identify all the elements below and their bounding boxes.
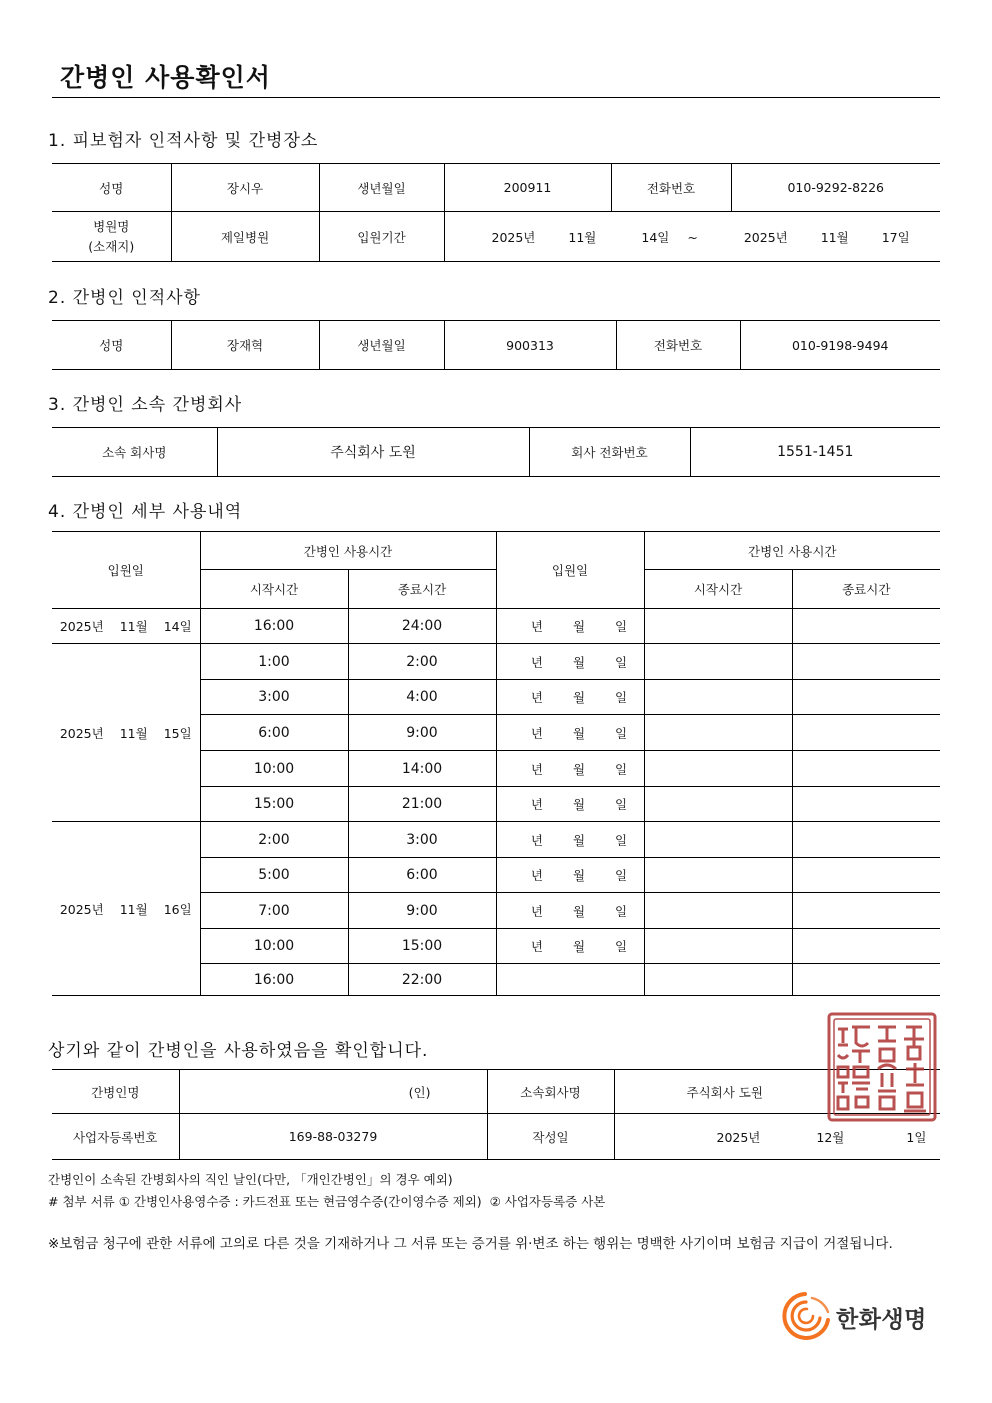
caregiver-name-label: 성명: [52, 321, 171, 370]
period-tilde: ~: [687, 229, 698, 245]
period-start-day: 14일: [641, 229, 670, 245]
usage-start-time: 1:00: [200, 644, 348, 680]
write-date-month: 12월: [816, 1129, 845, 1145]
usage-end-time: 15:00: [348, 929, 496, 964]
insured-birth: 200911: [444, 164, 611, 212]
hospital-sublabel: (소재지): [88, 238, 135, 254]
section-2-heading: 2. 간병인 인적사항: [48, 288, 201, 308]
caregiver-phone: 010-9198-9494: [740, 321, 940, 370]
usage-end-time: 9:00: [348, 715, 496, 751]
blank-start-time: [644, 787, 792, 822]
header-date-left: 입원일: [52, 532, 200, 609]
blank-end-time: [792, 644, 940, 680]
usage-end-time: 24:00: [348, 609, 496, 644]
usage-end-time: 9:00: [348, 893, 496, 929]
blank-month: 월: [572, 654, 586, 670]
blank-month: 월: [572, 797, 586, 812]
blank-month: 월: [572, 725, 586, 741]
page-title: 간병인 사용확인서: [60, 63, 271, 92]
blank-date: [496, 858, 644, 893]
usage-start-time: 6:00: [200, 715, 348, 751]
header-end-right: 종료시간: [792, 570, 940, 609]
blank-year: 년: [530, 832, 543, 848]
usage-end-time: 14:00: [348, 751, 496, 787]
usage-start-time: 15:00: [200, 787, 348, 822]
blank-end-time: [792, 787, 940, 822]
blank-start-time: [644, 893, 792, 929]
company-name: 주식회사 도원: [217, 428, 529, 477]
blank-date: [496, 715, 644, 751]
hanwha-logo-icon: [776, 1290, 834, 1342]
blank-day: 일: [615, 903, 628, 919]
usage-row: [52, 822, 940, 858]
usage-date-year: 2025년: [59, 725, 104, 741]
header-start-left: 시작시간: [200, 570, 348, 609]
blank-year: 년: [530, 690, 543, 705]
blank-year: 년: [530, 868, 543, 883]
hospital-label-cell: [52, 212, 171, 262]
usage-row: [52, 644, 940, 680]
period-end-year: 2025년: [743, 229, 788, 245]
blank-year: 년: [530, 939, 543, 954]
note-attachments: # 첨부 서류 ① 간병인사용영수증 : 카드전표 또는 현금영수증(간이영수증 제외) ② 사업자등록증 사본: [48, 1194, 606, 1209]
write-date-year: 2025년: [716, 1129, 761, 1145]
blank-start-time: [644, 680, 792, 715]
blank-month: 월: [572, 903, 586, 919]
usage-date: [52, 609, 200, 644]
blank-start-time: [644, 715, 792, 751]
blank-year: 년: [530, 654, 543, 670]
blank-start-time: [644, 858, 792, 893]
usage-end-time: 22:00: [348, 964, 496, 996]
hospital-name: 제일병원: [171, 212, 319, 262]
date-label: 작성일: [487, 1114, 614, 1160]
usage-date-year: 2025년: [59, 901, 104, 917]
header-time-right: 간병인 사용시간: [644, 532, 940, 570]
blank-start-time: [644, 822, 792, 858]
caregiver-birth-label: 생년월일: [319, 321, 444, 370]
blank-end-time: [792, 680, 940, 715]
title-divider: [52, 97, 940, 98]
company-phone: 1551-1451: [690, 428, 940, 477]
blank-year: 년: [530, 797, 543, 812]
caregiver-info-table: [52, 320, 940, 370]
blank-end-time: [792, 715, 940, 751]
usage-date-month: 11월: [119, 901, 148, 917]
blank-date: [496, 822, 644, 858]
blank-start-time: [644, 609, 792, 644]
usage-row: [52, 609, 940, 644]
blank-month: 월: [572, 619, 586, 634]
blank-day: 일: [615, 939, 628, 954]
insured-name: 장시우: [171, 164, 319, 212]
usage-start-time: 3:00: [200, 680, 348, 715]
company-phone-label: 회사 전화번호: [529, 428, 690, 477]
section-4-heading: 4. 간병인 세부 사용내역: [48, 502, 243, 522]
usage-date: [52, 644, 200, 822]
header-start-right: 시작시간: [644, 570, 792, 609]
blank-end-time: [792, 751, 940, 787]
insured-phone: 010-9292-8226: [731, 164, 940, 212]
usage-end-time: 6:00: [348, 858, 496, 893]
hospital-label: 병원명: [93, 218, 130, 234]
period-end-month: 11월: [820, 229, 849, 245]
insured-info-table: [52, 163, 940, 262]
blank-year: 년: [530, 903, 543, 919]
usage-start-time: 5:00: [200, 858, 348, 893]
usage-date-day: 16일: [163, 901, 192, 917]
usage-date-month: 11월: [119, 725, 148, 741]
blank-year: 년: [530, 761, 543, 777]
usage-date: [52, 822, 200, 996]
blank-month: 월: [572, 868, 586, 883]
blank-day: 일: [615, 797, 628, 812]
blank-date: [496, 893, 644, 929]
confirm-company: 주식회사 도원: [686, 1084, 763, 1100]
blank-month: 월: [572, 832, 586, 848]
blank-end-time: [792, 964, 940, 996]
fraud-warning: ※보험금 청구에 관한 서류에 고의로 다른 것을 기재하거나 그 서류 또는 증거를 위·변조 하는 행위는 명백한 사기이며 보험금 지급이 거절됩니다.: [48, 1236, 893, 1252]
insured-name-label: 성명: [52, 164, 171, 212]
blank-date: [496, 680, 644, 715]
company-seal-stamp: [826, 1011, 938, 1123]
header-date-right: 입원일: [496, 532, 644, 609]
note-seal: 간병인이 소속된 간병회사의 직인 날인(다만, 「개인간병인」의 경우 예외): [48, 1172, 453, 1187]
section-3-heading: 3. 간병인 소속 간병회사: [48, 395, 243, 415]
blank-day: 일: [615, 690, 628, 705]
usage-start-time: 2:00: [200, 822, 348, 858]
blank-year: 년: [530, 619, 543, 634]
period-start-year: 2025년: [491, 229, 536, 245]
usage-start-time: 10:00: [200, 929, 348, 964]
blank-day: 일: [615, 761, 628, 777]
caregiver-phone-label: 전화번호: [616, 321, 740, 370]
blank-start-time: [644, 964, 792, 996]
blank-day: 일: [615, 619, 628, 634]
company-info-table: [52, 427, 940, 477]
caregiver-name: 장재혁: [171, 321, 319, 370]
cg-name-label: 간병인명: [52, 1070, 179, 1114]
usage-end-time: 3:00: [348, 822, 496, 858]
usage-end-time: 4:00: [348, 680, 496, 715]
blank-date: [496, 929, 644, 964]
blank-end-time: [792, 929, 940, 964]
blank-date: [496, 644, 644, 680]
hanwha-logo-text: 한화생명: [836, 1307, 927, 1333]
biz-number: 169-88-03279: [179, 1114, 487, 1160]
period-start-month: 11월: [568, 229, 597, 245]
blank-month: 월: [572, 690, 586, 705]
blank-day: 일: [615, 654, 628, 670]
blank-day: 일: [615, 868, 628, 883]
usage-date-day: 14일: [163, 619, 192, 634]
usage-date-year: 2025년: [59, 619, 104, 634]
company-label: 소속회사명: [487, 1070, 614, 1114]
usage-date-day: 15일: [163, 725, 192, 741]
usage-detail-table: [52, 531, 940, 996]
period-end-day: 17일: [881, 229, 910, 245]
caregiver-birth: 900313: [444, 321, 616, 370]
confirm-table: [52, 1069, 940, 1160]
header-end-left: 종료시간: [348, 570, 496, 609]
blank-day: 일: [615, 725, 628, 741]
admission-period: [444, 212, 940, 262]
seal-mark: (인): [408, 1084, 431, 1100]
blank-day: 일: [615, 832, 628, 848]
period-label: 입원기간: [319, 212, 444, 262]
blank-end-time: [792, 609, 940, 644]
blank-year: 년: [530, 725, 543, 741]
blank-date: [496, 751, 644, 787]
usage-date-month: 11월: [119, 619, 148, 634]
usage-start-time: 16:00: [200, 609, 348, 644]
blank-date: [496, 609, 644, 644]
blank-date: [496, 964, 644, 996]
usage-start-time: 10:00: [200, 751, 348, 787]
blank-start-time: [644, 751, 792, 787]
blank-month: 월: [572, 939, 586, 954]
blank-end-time: [792, 893, 940, 929]
header-time-left: 간병인 사용시간: [200, 532, 496, 570]
blank-date: [496, 787, 644, 822]
blank-month: 월: [572, 761, 586, 777]
usage-end-time: 21:00: [348, 787, 496, 822]
cg-name-seal-cell: [179, 1070, 487, 1114]
usage-start-time: 7:00: [200, 893, 348, 929]
section-1-heading: 1. 피보험자 인적사항 및 간병장소: [48, 131, 319, 151]
insured-phone-label: 전화번호: [611, 164, 731, 212]
blank-end-time: [792, 822, 940, 858]
usage-end-time: 2:00: [348, 644, 496, 680]
usage-start-time: 16:00: [200, 964, 348, 996]
blank-end-time: [792, 858, 940, 893]
insured-birth-label: 생년월일: [319, 164, 444, 212]
write-date-day: 1일: [906, 1129, 927, 1145]
biz-label: 사업자등록번호: [52, 1114, 179, 1160]
blank-start-time: [644, 644, 792, 680]
blank-start-time: [644, 929, 792, 964]
confirm-statement: 상기와 같이 간병인을 사용하였음을 확인합니다.: [48, 1041, 429, 1061]
company-name-label: 소속 회사명: [52, 428, 217, 477]
